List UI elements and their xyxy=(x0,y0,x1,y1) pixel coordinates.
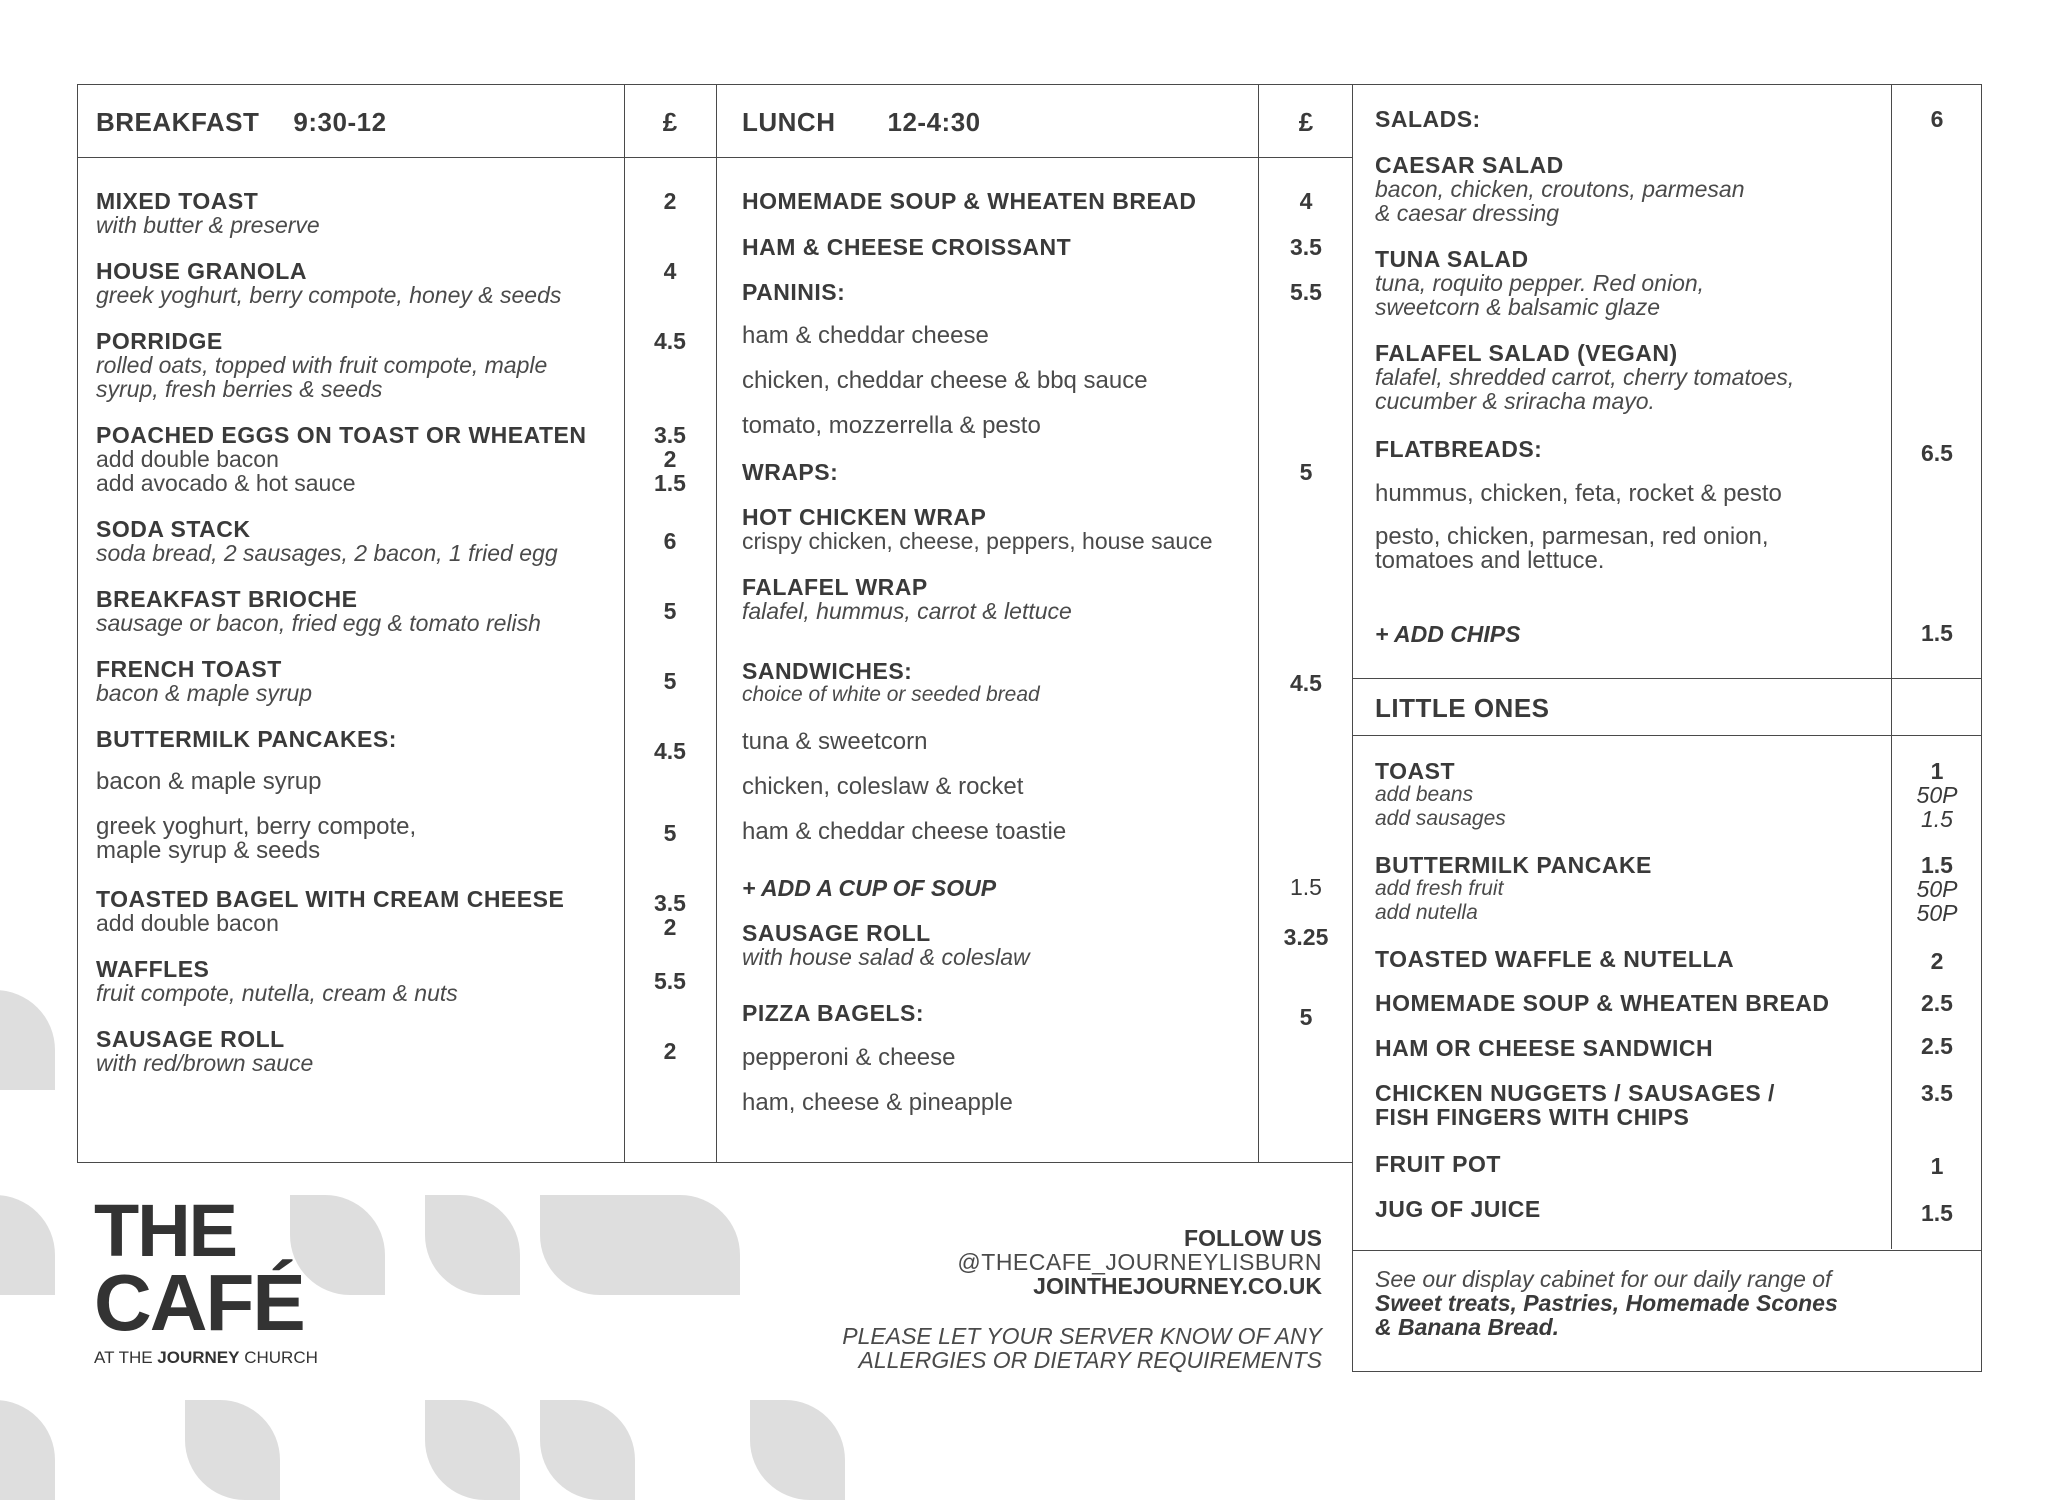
item-price: 2 xyxy=(663,1038,677,1064)
menu-item: JUG OF JUICE xyxy=(1375,1196,1541,1222)
decor-shape xyxy=(185,1400,280,1500)
item-price: 4 xyxy=(663,258,677,284)
menu-item xyxy=(96,259,561,307)
option-line: pesto, chicken, parmesan, red onion, xyxy=(1375,523,1769,550)
item-price: 1.5 xyxy=(1921,1200,1953,1226)
item-price: 5 xyxy=(663,598,677,624)
salads-price: 6 xyxy=(1930,106,1944,132)
price-value: 3.5 xyxy=(654,890,686,916)
menu-item xyxy=(96,887,564,935)
item-addon: add sausages xyxy=(1375,807,1506,830)
item-description: tuna, roquito pepper. Red onion, xyxy=(1375,270,1705,296)
item-name: CAESAR SALAD xyxy=(1375,152,1564,178)
item-price xyxy=(624,423,716,495)
item-name: SANDWICHES: xyxy=(742,658,913,684)
breakfast-lunch-panel xyxy=(77,84,1353,1163)
item-price xyxy=(1891,853,1983,925)
item-name: MIXED TOAST xyxy=(96,188,259,214)
menu-option: chicken, coleslaw & rocket xyxy=(742,773,1024,800)
item-name: HOUSE GRANOLA xyxy=(96,258,307,284)
item-name: TOASTED BAGEL WITH CREAM CHEESE xyxy=(96,886,565,912)
breakfast-currency: £ xyxy=(662,107,678,137)
menu-item xyxy=(742,659,1040,707)
item-price: 1 xyxy=(1930,1153,1944,1179)
flatbreads-heading: FLATBREADS: xyxy=(1375,436,1543,462)
menu-item xyxy=(96,657,312,705)
decor-shape xyxy=(425,1400,520,1500)
menu-item xyxy=(742,505,1213,553)
menu-item xyxy=(742,575,1072,623)
item-price: 3.5 xyxy=(1290,234,1322,260)
price-value: 2 xyxy=(663,914,677,940)
item-price: 3.5 xyxy=(1921,1080,1953,1106)
item-name: FRENCH TOAST xyxy=(96,656,282,682)
option-line: tomatoes and lettuce. xyxy=(1375,547,1605,574)
item-name: SAUSAGE ROLL xyxy=(742,920,931,946)
cafe-logo xyxy=(94,1189,318,1368)
website-link[interactable]: JOINTHEJOURNEY.CO.UK xyxy=(1033,1273,1322,1299)
item-addon: add avocado & hot sauce xyxy=(96,470,356,496)
menu-item xyxy=(96,587,541,635)
menu-option: chicken, cheddar cheese & bbq sauce xyxy=(742,367,1148,394)
allergy-line: PLEASE LET YOUR SERVER KNOW OF ANY xyxy=(842,1323,1322,1349)
item-price xyxy=(1891,759,1983,831)
decor-shape xyxy=(425,1195,520,1295)
price-value: 50P xyxy=(1916,876,1958,902)
menu-item: HOMEMADE SOUP & WHEATEN BREAD xyxy=(742,188,1197,214)
column-divider xyxy=(1891,85,1892,1249)
price-value: 3.5 xyxy=(654,422,686,448)
logo-tagline: AT THE JOURNEY CHURCH xyxy=(94,1348,318,1367)
price-value: 2 xyxy=(663,446,677,472)
menu-item: HOMEMADE SOUP & WHEATEN BREAD xyxy=(1375,990,1830,1016)
salads-little-ones-panel xyxy=(1352,84,1982,1372)
menu-option xyxy=(96,815,416,863)
item-price xyxy=(624,891,716,939)
item-description: bacon, chicken, croutons, parmesan xyxy=(1375,176,1745,202)
item-price: 1.5 xyxy=(1290,874,1322,900)
item-description: & caesar dressing xyxy=(1375,200,1560,226)
item-price: 4 xyxy=(1299,188,1313,214)
menu-option xyxy=(1375,525,1769,573)
item-name: SODA STACK xyxy=(96,516,251,542)
note-line: & Banana Bread. xyxy=(1375,1314,1560,1340)
menu-option: pepperoni & cheese xyxy=(742,1044,956,1071)
item-description: falafel, hummus, carrot & lettuce xyxy=(742,598,1072,624)
menu-item xyxy=(742,921,1030,969)
menu-option: hummus, chicken, feta, rocket & pesto xyxy=(1375,480,1782,507)
item-name: HOT CHICKEN WRAP xyxy=(742,504,987,530)
menu-item: PANINIS: xyxy=(742,279,846,305)
item-description: crispy chicken, cheese, peppers, house sauce xyxy=(742,528,1213,554)
menu-item: PIZZA BAGELS: xyxy=(742,1000,924,1026)
item-price: 6 xyxy=(663,528,677,554)
note-line: See our display cabinet for our daily range of xyxy=(1375,1266,1832,1292)
option-line: greek yoghurt, berry compote, xyxy=(96,813,417,840)
item-description: with butter & preserve xyxy=(96,212,320,238)
menu-item: TOASTED WAFFLE & NUTELLA xyxy=(1375,946,1735,972)
item-price: 5 xyxy=(663,820,677,846)
social-info xyxy=(957,1226,1322,1298)
menu-item: WRAPS: xyxy=(742,459,839,485)
item-description: greek yoghurt, berry compote, honey & seeds xyxy=(96,282,562,308)
item-price: 4.5 xyxy=(654,328,686,354)
lunch-currency: £ xyxy=(1298,107,1314,137)
menu-item xyxy=(96,189,320,237)
item-description: choice of white or seeded bread xyxy=(742,683,1040,706)
menu-option: ham & cheddar cheese toastie xyxy=(742,818,1067,845)
item-description: rolled oats, topped with fruit compote, maple xyxy=(96,352,548,378)
item-price: 3.25 xyxy=(1283,924,1329,950)
item-price: 4.5 xyxy=(654,738,686,764)
menu-item xyxy=(96,957,458,1005)
item-name: FALAFEL SALAD (VEGAN) xyxy=(1375,340,1678,366)
decor-shape xyxy=(750,1400,845,1500)
item-description: cucumber & sriracha mayo. xyxy=(1375,388,1655,414)
menu-option: bacon & maple syrup xyxy=(96,768,322,795)
item-addon: add beans xyxy=(1375,783,1474,806)
menu-option: tomato, mozzerrella & pesto xyxy=(742,412,1041,439)
note-line: Sweet treats, Pastries, Homemade Scones xyxy=(1375,1290,1838,1316)
item-price: 2.5 xyxy=(1921,1033,1953,1059)
allergy-notice xyxy=(842,1324,1322,1372)
price-value: 1 xyxy=(1930,758,1944,784)
flatbreads-price: 6.5 xyxy=(1921,440,1953,466)
logo-line: CAFÉ xyxy=(94,1258,304,1347)
menu-addon: + ADD CHIPS xyxy=(1375,621,1521,647)
menu-addon: + ADD A CUP OF SOUP xyxy=(742,875,997,901)
item-name: BREAKFAST BRIOCHE xyxy=(96,586,358,612)
section-divider xyxy=(1353,1250,1981,1251)
item-name: TOAST xyxy=(1375,758,1456,784)
follow-label: FOLLOW US xyxy=(1184,1225,1322,1251)
item-price: 2.5 xyxy=(1921,990,1953,1016)
allergy-line: ALLERGIES OR DIETARY REQUIREMENTS xyxy=(858,1347,1322,1373)
item-price: 5 xyxy=(663,668,677,694)
menu-item xyxy=(1375,341,1794,413)
item-addon: add fresh fruit xyxy=(1375,877,1504,900)
item-name: WAFFLES xyxy=(96,956,210,982)
item-addon: add double bacon xyxy=(96,446,279,472)
item-name: TUNA SALAD xyxy=(1375,246,1529,272)
menu-item: HAM OR CHEESE SANDWICH xyxy=(1375,1035,1714,1061)
item-description: sweetcorn & balsamic glaze xyxy=(1375,294,1661,320)
item-name: POACHED EGGS ON TOAST OR WHEATEN xyxy=(96,422,587,448)
menu-item xyxy=(1375,759,1506,831)
item-price: 5 xyxy=(1299,1004,1313,1030)
item-addon: add double bacon xyxy=(96,910,279,936)
item-price: 2 xyxy=(663,188,677,214)
item-name: CHICKEN NUGGETS / SAUSAGES / xyxy=(1375,1080,1775,1106)
menu-option: tuna & sweetcorn xyxy=(742,728,928,755)
item-description: soda bread, 2 sausages, 2 bacon, 1 fried egg xyxy=(96,540,558,566)
item-description: with house salad & coleslaw xyxy=(742,944,1030,970)
column-divider xyxy=(716,85,717,1162)
item-description: syrup, fresh berries & seeds xyxy=(96,376,383,402)
item-name: PORRIDGE xyxy=(96,328,223,354)
salads-heading: SALADS: xyxy=(1375,106,1481,132)
logo-line: THE xyxy=(94,1189,236,1272)
menu-item xyxy=(96,517,558,565)
little-ones-heading: LITTLE ONES xyxy=(1375,693,1550,723)
item-description: sausage or bacon, fried egg & tomato relish xyxy=(96,610,541,636)
decor-shape xyxy=(0,990,55,1090)
decor-shape xyxy=(540,1400,635,1500)
menu-item xyxy=(1375,153,1744,225)
item-name: FALAFEL WRAP xyxy=(742,574,928,600)
price-value: 1.5 xyxy=(1921,852,1953,878)
menu-item xyxy=(96,329,547,401)
column-divider xyxy=(624,85,625,1162)
menu-item: HAM & CHEESE CROISSANT xyxy=(742,234,1072,260)
price-value: 50P xyxy=(1916,782,1958,808)
item-description: fruit compote, nutella, cream & nuts xyxy=(96,980,458,1006)
item-addon: add nutella xyxy=(1375,901,1478,924)
menu-item xyxy=(96,1027,313,1075)
price-value: 1.5 xyxy=(654,470,686,496)
item-name: SAUSAGE ROLL xyxy=(96,1026,285,1052)
decor-shape xyxy=(0,1195,55,1295)
item-price: 5.5 xyxy=(1290,279,1322,305)
item-price: 5.5 xyxy=(654,968,686,994)
social-handle[interactable]: @THECAFE_JOURNEYLISBURN xyxy=(957,1249,1322,1275)
item-name: FISH FINGERS WITH CHIPS xyxy=(1375,1104,1690,1130)
menu-item xyxy=(1375,1081,1775,1129)
item-price: 5 xyxy=(1299,459,1313,485)
menu-item xyxy=(96,423,587,495)
item-price: 4.5 xyxy=(1290,670,1322,696)
header-divider xyxy=(78,157,1352,158)
section-divider xyxy=(1353,678,1981,679)
menu-option: ham, cheese & pineapple xyxy=(742,1089,1013,1116)
menu-item xyxy=(96,727,397,751)
option-line: maple syrup & seeds xyxy=(96,837,321,864)
item-description: bacon & maple syrup xyxy=(96,680,313,706)
item-price: 1.5 xyxy=(1921,620,1953,646)
menu-item: FRUIT POT xyxy=(1375,1151,1501,1177)
menu-item xyxy=(1375,247,1704,319)
decor-shape xyxy=(0,1400,55,1500)
item-name: BUTTERMILK PANCAKE xyxy=(1375,852,1652,878)
section-divider xyxy=(1353,735,1981,736)
display-cabinet-note xyxy=(1375,1267,1838,1339)
breakfast-heading: BREAKFAST 9:30-12 xyxy=(96,107,387,137)
price-value: 1.5 xyxy=(1921,806,1953,832)
price-value: 50P xyxy=(1916,900,1958,926)
decor-shape xyxy=(540,1195,740,1295)
item-name: BUTTERMILK PANCAKES: xyxy=(96,726,397,752)
item-price: 2 xyxy=(1930,948,1944,974)
menu-item xyxy=(1375,853,1652,925)
item-description: with red/brown sauce xyxy=(96,1050,314,1076)
item-description: falafel, shredded carrot, cherry tomatoes, xyxy=(1375,364,1795,390)
menu-option: ham & cheddar cheese xyxy=(742,322,989,349)
lunch-heading: LUNCH 12-4:30 xyxy=(742,107,981,137)
